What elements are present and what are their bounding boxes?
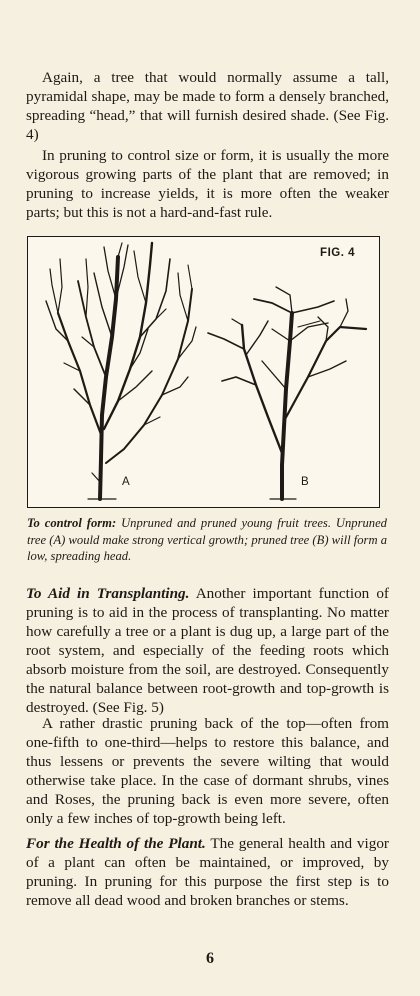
paragraph-pruning-back [26, 714, 389, 828]
caption-heading: To control form: [27, 516, 117, 530]
figure-label: FIG. 4 [320, 247, 355, 259]
tree-b-pruned [208, 287, 366, 499]
figure-4 [27, 236, 380, 508]
figure-caption [27, 515, 387, 565]
paragraph-vigorous-parts [26, 146, 389, 222]
tree-a-label: A [122, 476, 130, 488]
section-heading-transplanting: To Aid in Transplanting. [26, 585, 190, 602]
paragraph-text: A rather drastic pruning back of the top—often from one-fifth to one-third—helps to restore this balance, and thus lessens or prevents the severe wilting that would otherwise take place. In the case of dormant shrubs, vines and Roses, the pruning back is even more severe, often only a few inches of top-growth being left. [26, 715, 389, 827]
caption-body: Unpruned and pruned young fruit trees. Unpruned tree (A) would make strong vertical growth; pruned tree (B) will form a low, spreading head. [27, 516, 387, 563]
paragraph-text: In pruning to control size or form, it is usually the more vigorous growing parts of the plant that are removed; in pruning to increase yields, it is more often the weaker parts; but this is not a hard-and-fast rule. [26, 147, 389, 221]
tree-b-label: B [301, 476, 309, 488]
paragraph-text: Again, a tree that would normally assume a tall, pyramidal shape, may be made to form a densely branched, spreading “head,” that will furnish desired shade. (See Fig. 4) [26, 69, 389, 143]
paragraph-shade-head [26, 68, 389, 144]
section-heading-health: For the Health of the Plant. [26, 835, 206, 852]
tree-illustration [28, 237, 378, 506]
paragraph-transplanting [26, 584, 389, 717]
tree-a-unpruned [46, 243, 196, 499]
page-number: 6 [206, 950, 214, 967]
paragraph-text: Another important function of pruning is to aid in the process of transplanting. No matter how carefully a tree or a plant is dug up, a large part of the root system, and especially of the feeding roots which absorb moisture from the soil, are destroyed. Consequently the natural balance between root-growth and top-growth is destroyed. (See Fig. 5) [26, 585, 389, 716]
paragraph-plant-health [26, 834, 389, 910]
paragraph-text: The general health and vigor of a plant can often be maintained, or improved, by pruning. In pruning for this purpose the first step is to remove all dead wood and broken branches or stems. [26, 835, 389, 909]
